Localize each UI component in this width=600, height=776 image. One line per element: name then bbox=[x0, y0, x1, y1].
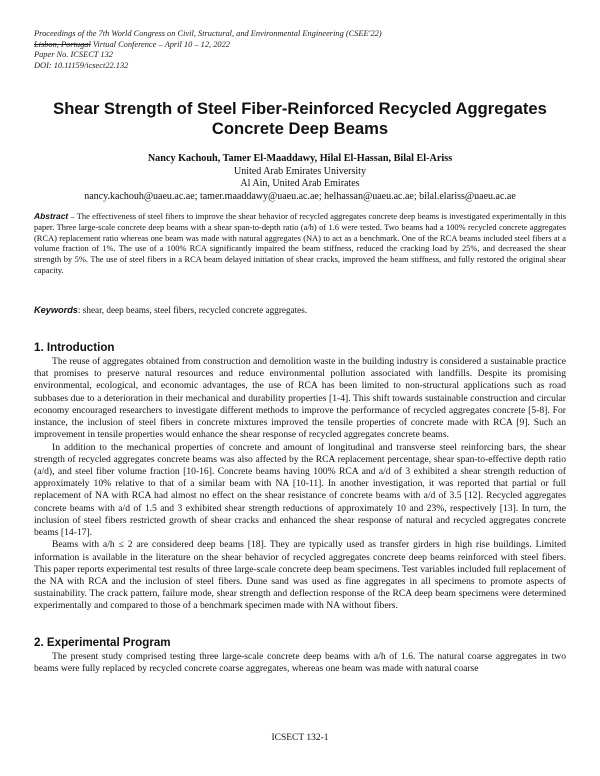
proceedings-title: Proceedings of the 7th World Congress on Civil, Structural, and Environmental Engineering (CSEE'22) bbox=[34, 29, 382, 38]
abstract bbox=[34, 211, 566, 276]
abstract-label: Abstract bbox=[34, 211, 69, 221]
page-footer: ICSECT 132-1 bbox=[271, 733, 329, 743]
title-line-1: Shear Strength of Steel Fiber-Reinforced Recycled Aggregates bbox=[53, 99, 547, 118]
keywords-text: : shear, deep beams, steel fibers, recycled concrete aggregates. bbox=[77, 305, 308, 315]
paper-number: Paper No. ICSECT 132 bbox=[34, 50, 113, 60]
doi: DOI: 10.11159/icsect22.132 bbox=[34, 60, 129, 70]
struck-location: Lisbon, Portugal bbox=[34, 39, 91, 49]
venue-line bbox=[34, 40, 574, 51]
title-line-2: Concrete Deep Beams bbox=[211, 118, 389, 138]
section-heading-introduction: 1. Introduction bbox=[34, 341, 115, 354]
paragraph: Beams with a/h ≤ 2 are considered deep beams [18]. They are typically used as transfer girders in high rise buildings. Limited information is available in the literature on the shear behavior of recycled aggregates concrete deep beams reinforced with steel fibers. This paper reports experimental test results of three large-scale concrete deep beam specimens. Test variables included full replacement of the NA with RCA and the inclusion of steel fibers. Dune sand was used as fine aggregates in all specimens to promote aspects of sustainability. The crack pattern, failure mode, shear strength and deflection response of the RCA deep beam specimens were determined experimentally and compared to those of a benchmark specimen made with NA without fibers. bbox=[34, 539, 566, 612]
affiliation: United Arab Emirates University bbox=[234, 165, 366, 177]
proceedings-header bbox=[34, 29, 574, 71]
venue-text: Virtual Conference – April 10 – 12, 2022 bbox=[90, 39, 230, 49]
paper-title bbox=[30, 99, 570, 138]
section-heading-experimental-program: 2. Experimental Program bbox=[34, 636, 171, 649]
abstract-text: – The effectiveness of steel fibers to improve the shear behavior of recycled aggregates concrete deep beams is investigated experimentally in this paper. Three large-scale concrete deep beams with a shear span-to-depth ratio (a/h) of 1.6 were tested. Two beams had a 100% recycled concrete aggregates (RCA) replacement ratio whereas one beam was made with natural aggregates (NA) to act as a benchmark. One of the RCA beams included steel fibers at a volume fraction of 1%. The use of a 100% RCA significantly impaired the beam stiffness, reduced the cracking load by 25%, and decreased the shear strength by 5%. The use of steel fibers in a RCA beam delayed initiation of shear cracks, improved the beam stiffness, and fully restored the original shear capacity. bbox=[34, 211, 566, 275]
author-names: Nancy Kachouh, Tamer El-Maaddawy, Hilal El-Hassan, Bilal El-Ariss bbox=[147, 153, 453, 164]
location: Al Ain, United Arab Emirates bbox=[240, 178, 360, 189]
experimental-program-body bbox=[34, 651, 566, 675]
paragraph: The present study comprised testing three large-scale concrete deep beams with a/h of 1.6. The natural coarse aggregates in two beams were fully replaced by recycled concrete coarse aggregates, whereas one beam was made with natural coarse bbox=[34, 651, 566, 675]
paragraph: In addition to the mechanical properties of concrete and amount of longitudinal and transverse steel reinforcing bars, the shear strength of recycled aggregates concrete beams was also affected by the RCA replacement percentage, shear span-to-effective depth ratio (a/d), and steel fiber volume fraction [10-16]. Concrete beams having 100% RCA and a/d of 3 exhibited a shear strength reduction of approximately 10% relative to that of a similar beam with NA [10-11]. In another investigation, it was reported that partial or full replacement of NA with RCA had almost no effect on the shear resistance of concrete beams with a/d of 3.5 [12]. Recycled aggregates concrete beams with a/d of 1.5 and 3 exhibited shear strength reductions of approximately 10 and 23%, respectively [13]. In turn, the inclusion of steel fibers restricted growth of shear cracks and enhanced the shear response of natural and recycled aggregates concrete beams [14-17]. bbox=[34, 441, 566, 539]
author-block bbox=[30, 153, 570, 203]
keywords-label: Keywords bbox=[34, 305, 78, 315]
keywords bbox=[34, 305, 566, 316]
introduction-body bbox=[34, 356, 566, 613]
paragraph: The reuse of aggregates obtained from construction and demolition waste in the building industry is considered a sustainable practice that promises to preserve natural resources and reduce environmental pollution associated with landfills. Despite its promising environmental, ecological, and economic advantages, the use of RCA has been limited to non-structural applications such as road subbases due to a deterioration in their mechanical and durability properties [1-4]. This shift towards sustainable construction and circular economy encouraged researchers to investigate different methods to improve the performance of recycled aggregates concrete [5-8]. For instance, the inclusion of steel fibers in concrete mixtures improved the tensile properties of concrete made with RCA [9]. Such an improvement in tensile properties would enhance the shear response of recycled aggregates concrete beams. bbox=[34, 356, 566, 441]
author-emails: nancy.kachouh@uaeu.ac.ae; tamer.maaddawy@uaeu.ac.ae; helhassan@uaeu.ac.ae; bilal.elariss@uaeu.ac.ae bbox=[84, 190, 516, 202]
